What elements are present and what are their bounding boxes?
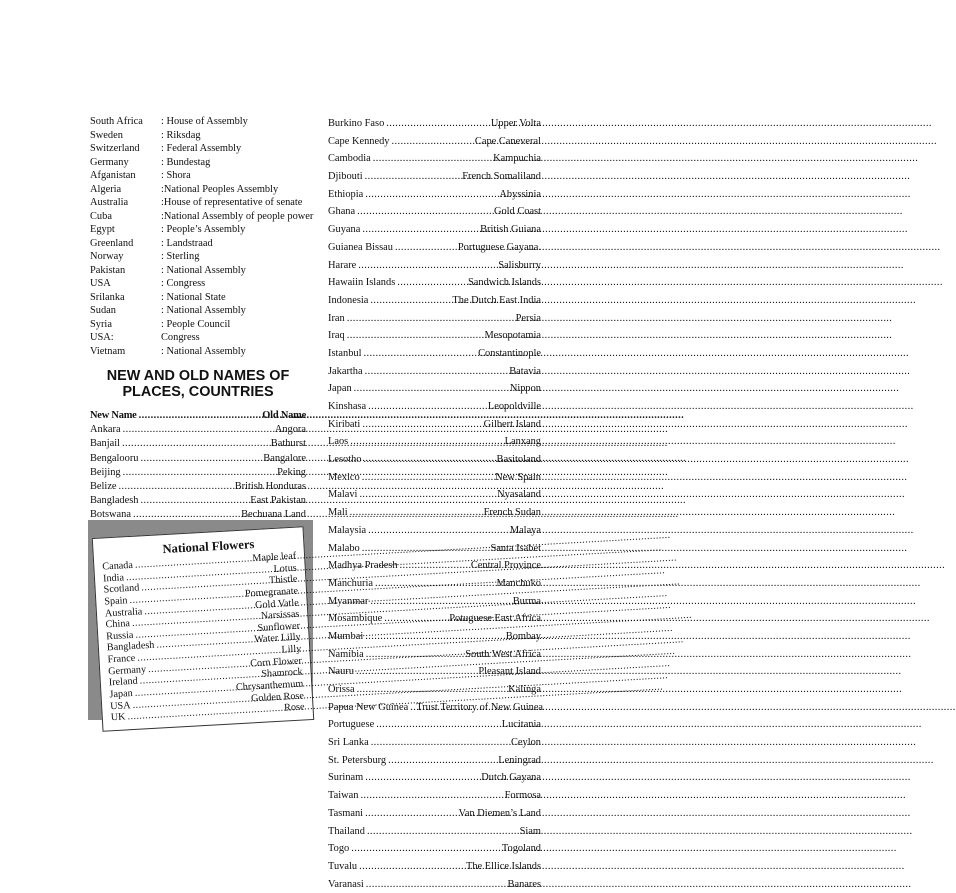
name-row-left: Surinam	[328, 772, 364, 784]
flower-row-right: Golden Rose	[250, 690, 305, 705]
parliament-body: : People Council	[161, 318, 231, 330]
parliament-row	[90, 264, 320, 278]
names-heading	[90, 368, 306, 400]
name-row-left: Thailand	[328, 825, 365, 837]
parliament-list	[90, 115, 320, 358]
names-left-rows	[90, 423, 306, 522]
parliament-body: : House of Assembly	[161, 116, 248, 127]
name-row-right: The Ellice Islands	[465, 860, 541, 872]
name-row-left: Manchuria	[328, 577, 374, 589]
name-row	[328, 168, 541, 186]
name-row-right: Nippon	[509, 383, 541, 395]
parliament-country: Srilanka	[90, 291, 125, 303]
parliament-country: Egypt	[90, 224, 115, 235]
name-row-right: Siam	[519, 825, 541, 837]
name-row	[90, 494, 306, 508]
dot-leader	[365, 769, 479, 787]
name-row-right: Bombay	[505, 630, 541, 642]
name-row-left: Mumbai	[328, 630, 364, 642]
names-list-right	[328, 115, 544, 893]
name-row-right: Bathurst	[270, 438, 306, 450]
dot-leader	[366, 876, 506, 893]
dot-leader	[365, 168, 461, 186]
flower-row-right: Pomegranate	[244, 585, 299, 600]
name-row-left: Kinshasa	[328, 401, 367, 412]
name-row-left: Taiwan	[328, 790, 359, 802]
name-row-left: Indonesia	[328, 294, 369, 306]
name-row-left: Kiribati	[328, 418, 361, 430]
name-row	[328, 716, 541, 734]
dot-leader	[388, 752, 496, 770]
dot-leader	[362, 221, 478, 239]
parliament-body: : Congress	[161, 278, 206, 289]
name-row-right: Mesopotamia	[484, 330, 541, 342]
parliament-body: : Landstraad	[161, 237, 213, 249]
dot-leader	[365, 805, 456, 823]
dot-leader	[359, 486, 495, 504]
flower-row-left: India	[102, 571, 125, 585]
dot-leader	[351, 840, 500, 858]
dot-leader	[370, 292, 450, 310]
parliament-country: Sudan	[90, 305, 116, 316]
name-row-right: Cape Caneveral	[474, 135, 541, 147]
name-row-left: Portuguese	[328, 719, 375, 731]
name-row-left: Orissa	[328, 684, 355, 695]
name-row-left: Bangladesh	[90, 495, 139, 507]
name-row	[328, 504, 541, 522]
name-row-left: Tuvalu	[328, 860, 358, 872]
flower-row-left: Canada	[102, 559, 134, 573]
dot-leader	[139, 409, 261, 423]
name-row-left: Cape Kennedy	[328, 135, 390, 147]
flower-row-left: Spain	[104, 595, 128, 608]
name-row-right: Kalinga	[508, 684, 541, 695]
flower-row-right: Gold Vatle	[254, 597, 299, 611]
name-row-right: Persia	[515, 312, 541, 324]
name-row-right: Trust Territory of New Guinea	[416, 701, 544, 713]
parliament-body: : National Assembly	[161, 345, 246, 357]
parliament-row	[90, 277, 320, 291]
parliament-country: USA	[90, 278, 111, 289]
parliament-country: Norway	[90, 251, 124, 262]
name-row-right: Pleasant Island	[478, 666, 541, 678]
name-row-left: St. Petersburg	[328, 754, 387, 766]
name-row-right: Leningrad	[498, 754, 541, 766]
parliament-country: Germany	[90, 156, 129, 168]
dot-leader	[350, 433, 502, 451]
name-row-right: Upper Volta	[490, 118, 541, 129]
names-list-left	[90, 409, 306, 523]
parliament-country: Syria	[90, 318, 112, 330]
dot-leader	[391, 133, 472, 151]
dot-leader	[368, 398, 486, 416]
name-row-right: Formosa	[504, 790, 541, 802]
flowers-title: National Flowers	[162, 537, 255, 557]
dot-leader	[395, 239, 456, 257]
name-row-right: British Guiana	[480, 224, 541, 236]
name-row	[328, 787, 541, 805]
name-row	[328, 734, 541, 752]
name-row-right: South West Africa	[465, 648, 541, 660]
flower-row-right: Chrysanthemum	[235, 678, 304, 694]
parliament-country: Greenland	[90, 237, 134, 249]
parliament-body: : Shora	[161, 170, 191, 181]
dot-leader	[123, 423, 273, 437]
dot-leader	[347, 310, 514, 328]
name-row	[328, 522, 541, 540]
name-row	[90, 466, 306, 480]
dot-leader	[367, 823, 518, 841]
flower-row-left: Australia	[104, 605, 143, 620]
parliament-country: Cuba	[90, 210, 112, 222]
name-row-right: Leopoldville	[487, 401, 541, 412]
flower-row-left: France	[107, 652, 136, 666]
name-row-right: Malaya	[509, 524, 541, 536]
name-row	[328, 292, 541, 310]
flowers-card	[92, 526, 314, 732]
name-row	[328, 805, 541, 823]
name-row-right: Abyssinia	[499, 188, 541, 200]
name-row-right: Bangalore	[263, 452, 306, 464]
name-row-left: Lesotho	[328, 454, 362, 466]
dot-leader	[365, 186, 497, 204]
parliament-row	[90, 250, 320, 264]
dot-leader	[354, 380, 508, 398]
parliament-row	[90, 183, 320, 197]
flower-row-right: Narsissas	[260, 608, 300, 622]
name-row	[90, 452, 306, 466]
dot-leader	[119, 480, 233, 494]
parliament-country: Algeria	[90, 183, 122, 195]
name-row-left: Japan	[328, 383, 352, 395]
name-row-right: Togoland	[501, 843, 541, 855]
name-row-right: Basitoland	[496, 454, 541, 466]
names-header-row	[90, 409, 306, 423]
name-row-right: French Sudan	[483, 507, 541, 519]
name-row	[90, 480, 306, 494]
name-row-left: Malabo	[328, 542, 360, 554]
parliament-body: : Sterling	[161, 251, 200, 262]
parliament-body: : People’s Assembly	[161, 224, 246, 235]
name-row	[328, 876, 541, 893]
parliament-row	[90, 115, 320, 129]
name-row	[90, 437, 306, 451]
name-row	[328, 274, 541, 292]
dot-leader	[347, 327, 483, 345]
name-row-left: Namibia	[328, 648, 364, 660]
parliament-body: :House of representative of senate	[161, 197, 303, 208]
name-row-right: Gold Coast	[493, 206, 541, 218]
dot-leader	[362, 416, 481, 434]
parliament-country: Sweden	[90, 129, 123, 141]
parliament-country: Pakistan	[90, 264, 126, 276]
parliament-body: : Riksdag	[161, 129, 201, 141]
name-row-left: Madhya Pradesh	[328, 560, 398, 572]
name-row-right: Nyasaland	[497, 489, 541, 501]
name-row	[328, 133, 541, 151]
name-row	[328, 345, 541, 363]
name-row	[328, 433, 541, 451]
name-row-right: Peking	[277, 466, 306, 478]
name-row-left: Malaysia	[328, 524, 367, 536]
flower-row-right: Maple leaf	[251, 550, 297, 565]
name-row-left: Djibouti	[328, 171, 363, 183]
dot-leader	[123, 466, 276, 480]
flower-row-right: Shamrock	[261, 666, 303, 681]
parliament-body: : Bundestag	[161, 156, 211, 168]
name-row-right: Salisburry	[498, 259, 541, 271]
header-old-name: Old Name	[262, 410, 306, 421]
name-row-right: Bechuana Land	[241, 509, 306, 521]
dot-leader	[359, 858, 464, 876]
name-row-right: East Pakistan	[250, 495, 306, 507]
name-row-right: Potuguese East Africa	[449, 613, 541, 625]
dot-leader	[365, 363, 508, 381]
flowers-list	[102, 551, 305, 725]
name-row-right: British Honduras	[234, 480, 306, 492]
name-row	[328, 203, 541, 221]
name-row	[328, 416, 541, 434]
name-row	[328, 221, 541, 239]
name-row-right: Constantinople	[478, 347, 541, 359]
name-row-right: Sandwich Islands	[467, 277, 541, 289]
name-row	[328, 327, 541, 345]
parliament-country: Afganistan	[90, 170, 136, 181]
name-row-right: Batavia	[509, 365, 541, 377]
name-row	[328, 310, 541, 328]
flower-row-right: Rose	[283, 701, 305, 714]
dot-leader	[386, 115, 489, 133]
name-row-left: Iraq	[328, 330, 345, 342]
name-row-right: Manchuko	[496, 577, 541, 589]
name-row	[328, 380, 541, 398]
flower-row-left: USA	[109, 699, 131, 712]
name-row	[328, 469, 541, 487]
flower-row-left: China	[105, 618, 131, 631]
parliament-row	[90, 237, 320, 251]
flower-row-right: Lotus	[273, 562, 298, 575]
name-row-left: Tasmani	[328, 807, 364, 819]
name-row-right: Angora	[274, 424, 306, 436]
name-row-left: Iran	[328, 312, 345, 324]
parliament-row	[90, 210, 320, 224]
header-new-name: New Name	[90, 410, 137, 421]
parliament-body: : National Assembly	[161, 264, 246, 276]
dot-leader	[371, 734, 509, 752]
parliament-row	[90, 156, 320, 170]
name-row-left: Togo	[328, 843, 350, 855]
name-row-right: Dutch Gayana	[481, 772, 541, 784]
parliament-body: :National Assembly of people power	[161, 210, 314, 222]
parliament-row	[90, 129, 320, 143]
dot-leader	[376, 716, 500, 734]
name-row	[328, 363, 541, 381]
name-row	[328, 239, 541, 257]
name-row-left: Guyana	[328, 224, 361, 236]
name-row-right: Burma	[512, 595, 541, 607]
name-row-left: Myanmar	[328, 595, 369, 607]
flower-row-left: Germany	[107, 664, 147, 678]
parliament-country: Switzerland	[90, 143, 140, 154]
parliament-row	[90, 331, 320, 345]
parliament-row	[90, 223, 320, 237]
dot-leader	[363, 451, 494, 469]
dot-leader	[350, 504, 482, 522]
flower-row-left: Ireland	[108, 676, 139, 689]
flower-row-left: Scotland	[103, 582, 140, 596]
name-row-left: Laos	[328, 436, 349, 448]
name-row-left: Cambodia	[328, 153, 371, 165]
name-row	[328, 823, 541, 841]
name-row-left: Jakartha	[328, 365, 363, 377]
name-row-left: Mexico	[328, 471, 360, 483]
name-row-right: Central Province	[470, 560, 541, 572]
name-row-right: Van Diemen’s Land	[458, 807, 541, 819]
name-row-right: New Spain	[495, 471, 541, 483]
name-row-right: Banares	[507, 878, 541, 890]
flower-row-right: Sunflower	[257, 620, 301, 634]
dot-leader	[363, 345, 476, 363]
name-row	[328, 115, 541, 133]
parliament-row	[90, 169, 320, 183]
name-row-left: Guianea Bissau	[328, 241, 393, 253]
name-row-left: Nauru	[328, 666, 354, 678]
dot-leader	[360, 787, 502, 805]
name-row-left: Hawaiin Islands	[328, 277, 396, 289]
name-row	[328, 257, 541, 275]
dot-leader	[397, 274, 466, 292]
heading-line-2: PLACES, COUNTRIES	[122, 384, 274, 400]
flower-row-left: Bangladesh	[106, 640, 155, 654]
dot-leader	[373, 150, 491, 168]
name-row-right: Portuguese Gayana.	[457, 241, 541, 253]
dot-leader	[358, 257, 496, 275]
flower-row-right: Lilly	[281, 643, 302, 656]
parliament-row	[90, 318, 320, 332]
flower-row-left: UK	[110, 711, 126, 724]
flower-row-right: Thistle	[268, 573, 298, 587]
parliament-row	[90, 291, 320, 305]
name-row-right: Gilbert Island	[483, 418, 541, 430]
name-row-left: Ankara	[90, 424, 121, 436]
name-row	[328, 752, 541, 770]
name-row-left: Botswana	[90, 509, 131, 521]
name-row	[328, 486, 541, 504]
name-row-right: Lucitania	[501, 719, 541, 731]
dot-leader	[362, 469, 493, 487]
flower-row-right: Corn Flower	[249, 655, 303, 670]
dot-leader	[122, 437, 269, 451]
name-row-left: Sri Lanka	[328, 737, 369, 749]
parliament-row	[90, 304, 320, 318]
parliament-row	[90, 345, 320, 359]
name-row	[90, 423, 306, 437]
name-row-left: Harare	[328, 259, 357, 271]
name-row	[328, 840, 541, 858]
name-row	[328, 150, 541, 168]
name-row-left: Istanbul	[328, 347, 362, 359]
dot-leader	[357, 203, 492, 221]
name-row-left: Mosambique	[328, 613, 383, 625]
parliament-country: South Africa	[90, 116, 143, 127]
name-row-left: Mali	[328, 507, 348, 519]
name-row-left: Ghana	[328, 206, 356, 218]
dot-leader	[140, 494, 248, 508]
name-row-left: Ethiopia	[328, 188, 364, 200]
parliament-body: : National State	[161, 291, 226, 303]
heading-line-1: NEW AND OLD NAMES OF	[106, 368, 290, 384]
name-row-left: Bengalooru	[90, 452, 139, 464]
name-row-left: Malavi	[328, 489, 358, 501]
name-row-right: The Dutch East India	[452, 294, 541, 306]
name-row-right: Lanxang	[504, 436, 541, 448]
name-row-left: Beijing	[90, 466, 121, 478]
parliament-row	[90, 142, 320, 156]
parliament-body: : Federal Assembly	[161, 143, 242, 154]
name-row-left: Burkino Faso	[328, 118, 385, 129]
parliament-row	[90, 196, 320, 210]
parliament-body: :National Peoples Assembly	[161, 183, 279, 195]
name-row	[328, 769, 541, 787]
dot-leader	[140, 452, 261, 466]
flower-row-left: Russia	[105, 629, 134, 643]
parliament-body: Congress	[161, 332, 200, 343]
name-row	[328, 451, 541, 469]
name-row-right: Santa Isabet	[490, 542, 541, 554]
name-row-right: Ceylon	[510, 737, 541, 749]
name-row	[328, 858, 541, 876]
parliament-country: Vietnam	[90, 345, 126, 357]
name-row-left: Banjail	[90, 438, 121, 450]
name-row	[328, 186, 541, 204]
name-row-left: Belize	[90, 480, 117, 492]
parliament-body: : National Assembly	[161, 305, 246, 316]
dot-leader	[368, 522, 508, 540]
name-row	[328, 398, 541, 416]
name-row-right: French Somaliland	[462, 171, 541, 183]
name-row-right: Kampuchia	[493, 153, 541, 165]
name-row-left: Varanasi	[328, 878, 364, 890]
flower-row-left: Japan	[109, 688, 134, 701]
parliament-country: USA:	[90, 332, 114, 343]
flower-row-right: Water Lilly	[253, 632, 301, 646]
parliament-country: Australia	[90, 197, 129, 208]
name-row-left: Papua New Guinea	[328, 701, 409, 713]
